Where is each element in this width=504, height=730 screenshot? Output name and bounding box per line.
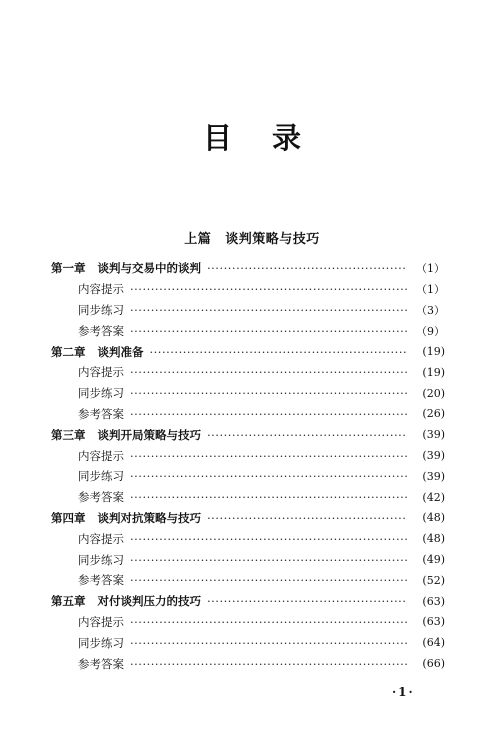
toc-entry-label bbox=[78, 302, 124, 318]
part-label: 上篇 bbox=[184, 232, 212, 247]
section-title: 参考答案 bbox=[78, 573, 124, 588]
dot-leader bbox=[130, 365, 407, 379]
toc-chapter-row[interactable] bbox=[51, 258, 445, 279]
toc-page-number: (39) bbox=[422, 428, 445, 442]
toc-entry-label bbox=[78, 364, 124, 380]
dot-leader bbox=[130, 324, 407, 338]
dot-leader bbox=[130, 407, 407, 421]
toc-page-number: （1） bbox=[416, 262, 445, 276]
section-title: 参考答案 bbox=[78, 656, 124, 671]
page-title: 目录 bbox=[202, 121, 341, 155]
toc-section-row[interactable] bbox=[51, 549, 445, 570]
chapter-title: 谈判开局策略与技巧 bbox=[97, 427, 201, 442]
toc-section-row[interactable] bbox=[51, 279, 445, 300]
toc-section-row[interactable] bbox=[51, 445, 445, 466]
toc-page-number: (48) bbox=[422, 532, 445, 546]
toc-section-row[interactable] bbox=[51, 383, 445, 404]
section-title: 同步练习 bbox=[78, 635, 124, 650]
toc-page-number: （1） bbox=[416, 283, 445, 297]
toc-entry-label bbox=[51, 427, 201, 443]
dot-leader bbox=[130, 386, 407, 400]
toc-section-row[interactable] bbox=[51, 612, 445, 633]
section-title: 同步练习 bbox=[78, 552, 124, 567]
toc-page-number: (63) bbox=[422, 594, 445, 608]
dot-leader bbox=[130, 636, 407, 650]
toc-section-row[interactable] bbox=[51, 320, 445, 341]
dot-leader bbox=[130, 573, 407, 587]
section-title: 同步练习 bbox=[78, 386, 124, 401]
toc-chapter-row[interactable] bbox=[51, 424, 445, 445]
toc-page-number: (42) bbox=[422, 490, 445, 504]
toc-chapter-row[interactable] bbox=[51, 508, 445, 529]
toc-entry-label bbox=[78, 635, 124, 651]
toc-section-row[interactable] bbox=[51, 570, 445, 591]
toc-section-row[interactable] bbox=[51, 528, 445, 549]
dot-leader bbox=[130, 657, 407, 671]
dot-leader bbox=[130, 303, 407, 317]
toc-section-row[interactable] bbox=[51, 362, 445, 383]
section-title: 内容提示 bbox=[78, 365, 124, 380]
section-title: 参考答案 bbox=[78, 490, 124, 505]
toc-entry-label bbox=[78, 614, 124, 630]
section-title: 内容提示 bbox=[78, 614, 124, 629]
dot-leader bbox=[150, 345, 408, 359]
toc-entry-label bbox=[78, 572, 124, 588]
chapter-number: 第三章 bbox=[51, 427, 86, 442]
dot-leader bbox=[130, 449, 407, 463]
section-title: 内容提示 bbox=[78, 448, 124, 463]
toc-section-row[interactable] bbox=[51, 653, 445, 674]
toc-page-number: (52) bbox=[422, 573, 445, 587]
chapter-number: 第四章 bbox=[51, 510, 86, 525]
toc-chapter-row[interactable] bbox=[51, 591, 445, 612]
toc-section-row[interactable] bbox=[51, 404, 445, 425]
toc-entry-label bbox=[51, 344, 144, 360]
dot-leader bbox=[130, 615, 407, 629]
dot-leader bbox=[130, 553, 407, 567]
chapter-title: 谈判准备 bbox=[97, 344, 144, 359]
toc-page-number: (66) bbox=[422, 657, 445, 671]
toc-page-number: (26) bbox=[422, 407, 445, 421]
toc-page-number: (39) bbox=[422, 469, 445, 483]
toc-section-row[interactable] bbox=[51, 300, 445, 321]
toc-entry-label bbox=[51, 260, 201, 276]
toc-entry-label bbox=[51, 510, 201, 526]
dot-leader bbox=[207, 261, 407, 275]
toc-page-number: (49) bbox=[422, 553, 445, 567]
toc-entry-label bbox=[51, 593, 201, 609]
toc-entry-label bbox=[78, 281, 124, 297]
toc-page-number: （3） bbox=[416, 303, 445, 317]
dot-leader bbox=[207, 594, 407, 608]
toc-entry-label bbox=[78, 656, 124, 672]
toc-page-number: (19) bbox=[422, 365, 445, 379]
toc-section-row[interactable] bbox=[51, 632, 445, 653]
section-title: 同步练习 bbox=[78, 302, 124, 317]
dot-leader bbox=[207, 428, 407, 442]
section-title: 内容提示 bbox=[78, 531, 124, 546]
toc-page-number: (63) bbox=[422, 615, 445, 629]
toc-page-number: (19) bbox=[422, 345, 445, 359]
chapter-number: 第五章 bbox=[51, 594, 86, 609]
toc-entry-label bbox=[78, 448, 124, 464]
toc-entry-label bbox=[78, 552, 124, 568]
page-number: ·1· bbox=[392, 685, 415, 699]
toc-entry-label bbox=[78, 489, 124, 505]
toc-page-number: (48) bbox=[422, 511, 445, 525]
dot-leader bbox=[207, 511, 407, 525]
toc-entry-label bbox=[78, 385, 124, 401]
toc-chapter-row[interactable] bbox=[51, 341, 445, 362]
chapter-title: 谈判与交易中的谈判 bbox=[97, 261, 201, 276]
chapter-number: 第二章 bbox=[51, 344, 86, 359]
toc-page-number: (20) bbox=[422, 386, 445, 400]
dot-leader bbox=[130, 490, 407, 504]
section-title: 内容提示 bbox=[78, 282, 124, 297]
section-title: 同步练习 bbox=[78, 469, 124, 484]
toc-entry-label bbox=[78, 531, 124, 547]
dot-leader bbox=[130, 469, 407, 483]
dot-leader bbox=[130, 282, 407, 296]
toc-page-number: （9） bbox=[416, 324, 445, 338]
toc-section-row[interactable] bbox=[51, 487, 445, 508]
dot-leader bbox=[130, 532, 407, 546]
part-heading bbox=[0, 228, 504, 247]
toc-entry-label bbox=[78, 406, 124, 422]
toc-entry-label bbox=[78, 468, 124, 484]
toc-section-row[interactable] bbox=[51, 466, 445, 487]
section-title: 参考答案 bbox=[78, 406, 124, 421]
toc-page-number: (64) bbox=[422, 636, 445, 650]
toc-page-number: (39) bbox=[422, 449, 445, 463]
part-name: 谈判策略与技巧 bbox=[225, 232, 320, 247]
chapter-number: 第一章 bbox=[51, 261, 86, 276]
chapter-title: 对付谈判压力的技巧 bbox=[97, 594, 201, 609]
table-of-contents bbox=[51, 258, 445, 674]
section-title: 参考答案 bbox=[78, 323, 124, 338]
chapter-title: 谈判对抗策略与技巧 bbox=[97, 510, 201, 525]
toc-entry-label bbox=[78, 323, 124, 339]
